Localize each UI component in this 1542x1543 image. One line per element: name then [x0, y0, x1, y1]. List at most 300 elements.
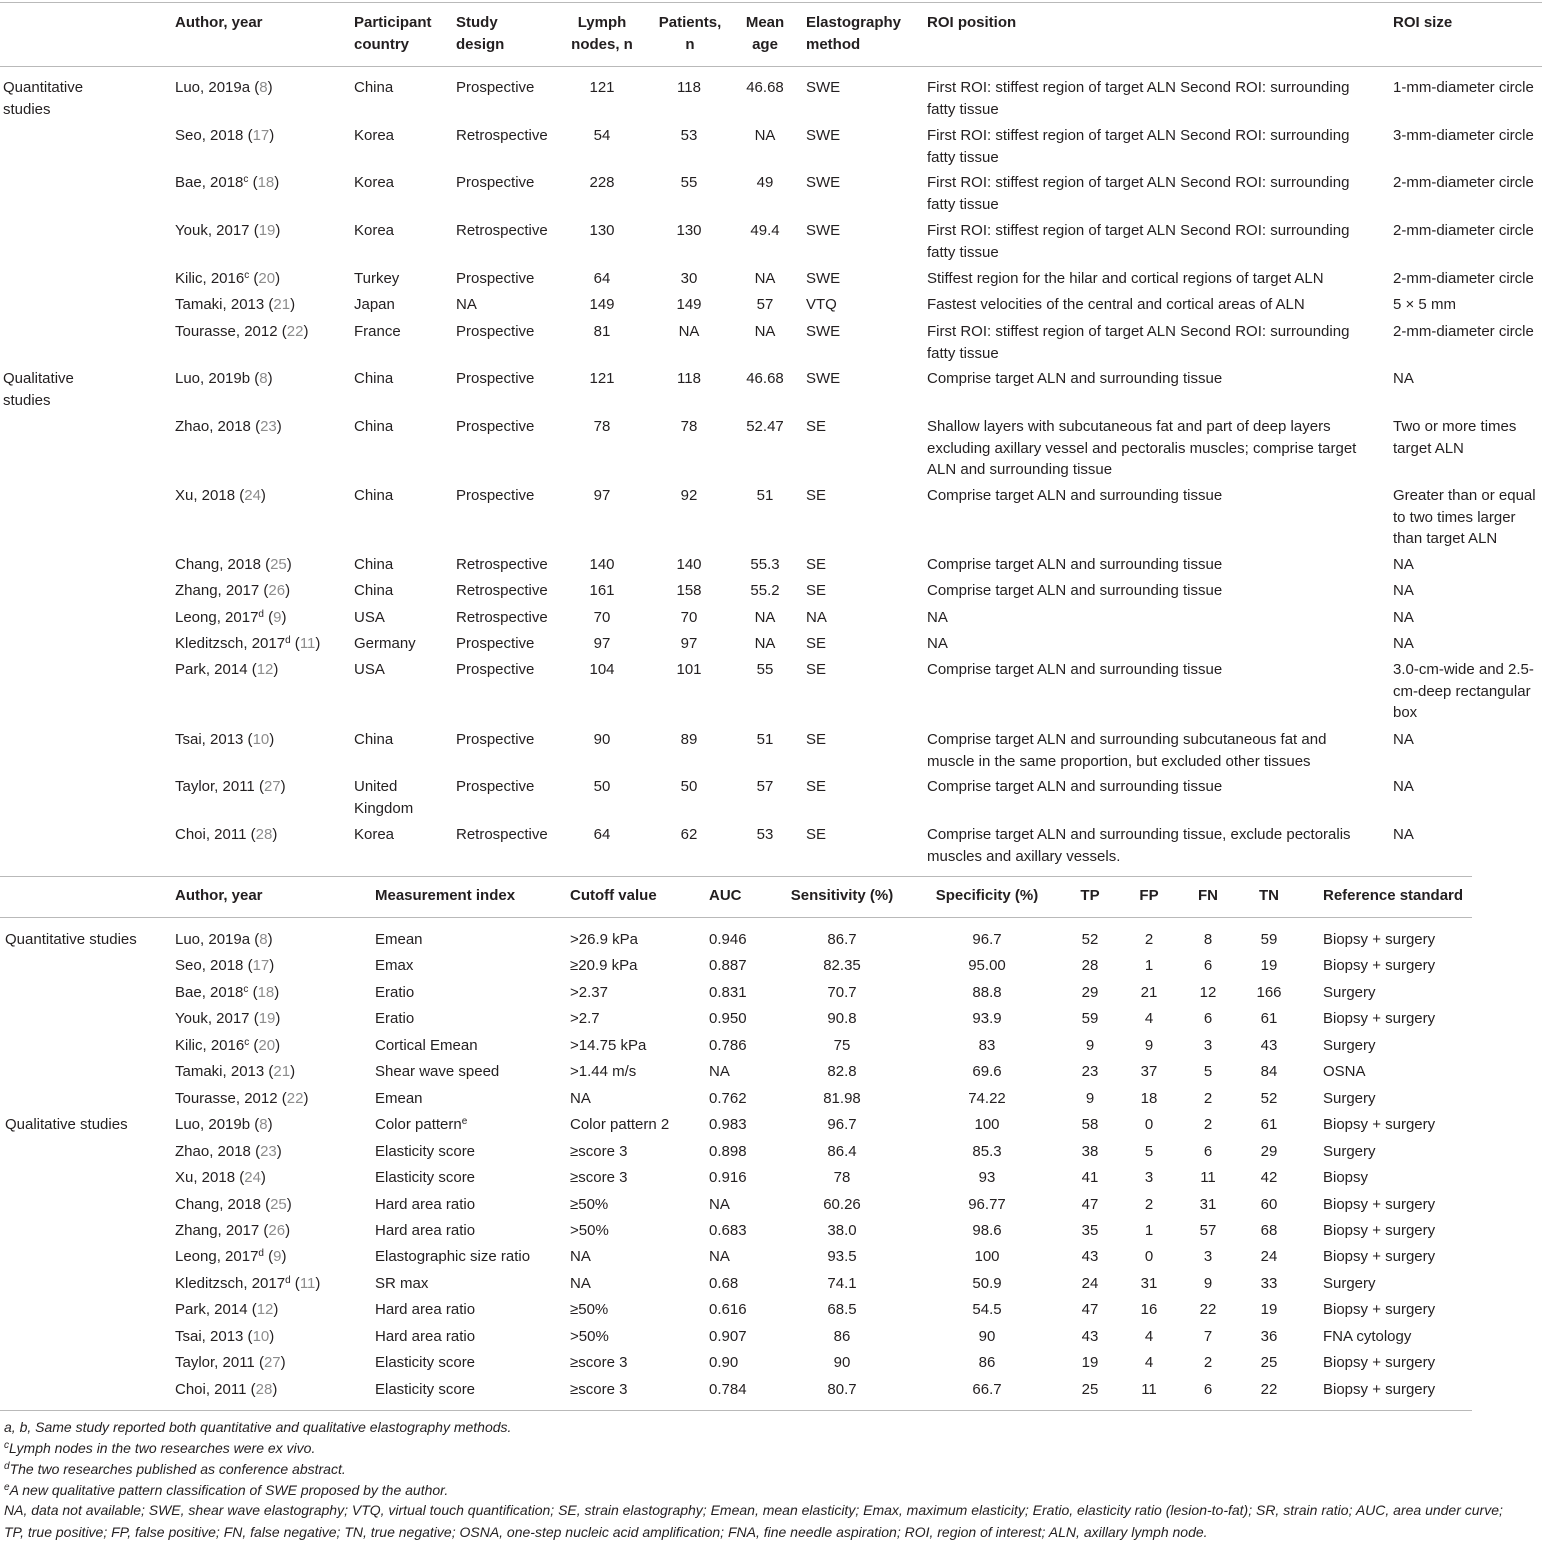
specificity-cell: 100 — [974, 1116, 1000, 1134]
tn-cell: 33 — [1260, 1274, 1278, 1292]
age-cell: 57 — [756, 296, 774, 313]
col-roi-position: ROI position — [927, 14, 1017, 31]
citation-link[interactable]: 27 — [263, 778, 281, 795]
country-cell: United Kingdom — [354, 778, 414, 817]
table1-bottom-rule — [0, 876, 1472, 877]
cutoff-cell: >50% — [570, 1327, 609, 1345]
method-cell: SWE — [806, 174, 841, 191]
citation-link[interactable]: 20 — [258, 270, 276, 287]
age-cell: 46.68 — [746, 79, 784, 96]
tp-cell: 29 — [1081, 983, 1099, 1001]
roi-size-cell: NA — [1393, 826, 1414, 843]
footnote-marker: c — [243, 174, 249, 185]
nodes-cell: 97 — [593, 635, 611, 652]
fn-cell: 12 — [1199, 983, 1217, 1001]
measurement-index-cell: Hard area ratio — [375, 1221, 476, 1239]
citation-link[interactable]: 18 — [257, 174, 275, 191]
table1-top-rule — [0, 2, 1542, 3]
roi-size-cell: Two or more times target ALN — [1393, 418, 1517, 457]
author-name: Park, 2014 — [175, 1301, 248, 1319]
footnote-marker: d — [4, 1461, 10, 1472]
study-author: Bae, 2018$^c$ (18) — [175, 174, 280, 191]
measurement-index-cell: Emean — [375, 1089, 423, 1107]
fp-cell: 5 — [1144, 1142, 1154, 1160]
method-cell: SE — [806, 778, 827, 795]
fn-cell: 6 — [1203, 1380, 1213, 1398]
patients-cell: 92 — [680, 487, 698, 504]
footnote-marker: c — [244, 1036, 250, 1048]
study-author: Luo, 2019a (8) — [175, 931, 273, 948]
footnote — [4, 1500, 1504, 1543]
fn-cell: 31 — [1199, 1195, 1217, 1213]
method-cell: SWE — [806, 270, 841, 287]
patients-cell: 158 — [676, 582, 702, 599]
method-cell: SE — [806, 661, 827, 678]
specificity-cell: 74.22 — [968, 1089, 1006, 1107]
auc-cell: 0.898 — [709, 1142, 747, 1160]
patients-cell: 97 — [680, 635, 698, 652]
age-cell: NA — [754, 323, 776, 340]
specificity-cell: 54.5 — [972, 1301, 1002, 1319]
sensitivity-cell: 90 — [833, 1354, 851, 1372]
measurement-index-cell: Elasticity score — [375, 1169, 476, 1187]
study-author: Tourasse, 2012 (22) — [175, 323, 309, 340]
study-author: Tsai, 2013 (10) — [175, 1327, 275, 1345]
tp-cell: 24 — [1081, 1274, 1099, 1292]
fn-cell: 3 — [1203, 1248, 1213, 1266]
author-name: Tsai, 2013 — [175, 1327, 244, 1345]
citation-link[interactable]: 17 — [252, 127, 270, 144]
measurement-index-cell: Shear wave speed — [375, 1063, 500, 1081]
specificity-cell: 98.6 — [972, 1221, 1002, 1239]
fn-cell: 57 — [1199, 1221, 1217, 1239]
author-name: Youk, 2017 — [175, 1010, 250, 1028]
measurement-index-cell: Hard area ratio — [375, 1301, 476, 1319]
fn-cell: 2 — [1203, 1116, 1213, 1134]
tp-cell: 9 — [1085, 1089, 1095, 1107]
roi-size-cell: Greater than or equal to two times larger than target ALN — [1393, 487, 1536, 547]
country-cell: USA — [354, 609, 385, 626]
roi-size-cell: 1-mm-diameter circle — [1393, 79, 1534, 96]
roi-position-cell: Comprise target ALN and surrounding tissue — [927, 778, 1223, 795]
measurement-index-cell: Emean — [375, 931, 423, 948]
citation-link[interactable]: 12 — [256, 661, 274, 678]
citation-link[interactable]: 8 — [259, 1116, 268, 1134]
reference-cell: Biopsy + surgery — [1323, 1301, 1436, 1319]
citation-link[interactable]: 19 — [258, 222, 276, 239]
fp-cell: 1 — [1144, 1221, 1154, 1239]
sensitivity-cell: 86.4 — [827, 1142, 857, 1160]
study-author: Luo, 2019a (8) — [175, 79, 273, 96]
nodes-cell: 50 — [593, 778, 611, 795]
citation-link[interactable]: 22 — [286, 1089, 304, 1107]
measurement-index-cell: Elasticity score — [375, 1380, 476, 1398]
study-author: Tourasse, 2012 (22) — [175, 1089, 309, 1107]
tn-cell: 166 — [1256, 983, 1282, 1001]
auc-cell: 0.831 — [709, 983, 747, 1001]
reference-cell: Biopsy + surgery — [1323, 1380, 1436, 1398]
auc-cell: 0.916 — [709, 1169, 747, 1187]
design-cell: NA — [456, 296, 477, 313]
author-name: Luo, 2019a — [175, 79, 251, 96]
method-cell: NA — [806, 609, 827, 626]
nodes-cell: 90 — [593, 731, 611, 748]
specificity-cell: 83 — [978, 1036, 996, 1054]
reference-cell: Surgery — [1323, 1142, 1376, 1160]
citation-link[interactable]: 10 — [252, 731, 270, 748]
cutoff-cell: ≥50% — [570, 1301, 609, 1319]
col-author: Author, year — [175, 14, 263, 31]
fn-cell: 6 — [1203, 1142, 1213, 1160]
fp-cell: 0 — [1144, 1116, 1154, 1134]
nodes-cell: 81 — [593, 323, 611, 340]
country-cell: China — [354, 731, 394, 748]
nodes-cell: 121 — [589, 79, 615, 96]
roi-position-cell: First ROI: stiffest region of target ALN Second ROI: surrounding fatty tissue — [927, 323, 1350, 362]
auc-cell: 0.784 — [709, 1380, 747, 1398]
tn-cell: 29 — [1260, 1142, 1278, 1160]
tn-cell: 68 — [1260, 1221, 1278, 1239]
nodes-cell: 228 — [589, 174, 615, 191]
tp-cell: 35 — [1081, 1221, 1099, 1239]
nodes-cell: 104 — [589, 661, 615, 678]
age-cell: 51 — [756, 487, 774, 504]
country-cell: China — [354, 487, 394, 504]
tp-cell: 43 — [1081, 1248, 1099, 1266]
study-author: Park, 2014 (12) — [175, 661, 279, 678]
col-cutoff: Cutoff value — [570, 887, 657, 904]
fn-cell: 2 — [1203, 1354, 1213, 1372]
study-author: Park, 2014 (12) — [175, 1301, 279, 1319]
tn-cell: 61 — [1260, 1010, 1278, 1028]
citation-link[interactable]: 8 — [259, 931, 268, 948]
footnote-text: The two researches published as conference abstract. — [9, 1461, 346, 1477]
study-author: Luo, 2019b (8) — [175, 1116, 273, 1134]
author-name: Chang, 2018 — [175, 556, 261, 573]
cutoff-cell: ≥20.9 kPa — [570, 957, 638, 975]
study-author: Tamaki, 2013 (21) — [175, 296, 296, 313]
auc-cell: 0.950 — [709, 1010, 747, 1028]
fn-cell: 6 — [1203, 1010, 1213, 1028]
author-name: Xu, 2018 — [175, 487, 236, 504]
study-author: Kleditzsch, 2017$^d$ (11) — [175, 635, 321, 652]
design-cell: Retrospective — [456, 222, 548, 239]
tp-cell: 28 — [1081, 957, 1099, 975]
auc-cell: NA — [709, 1195, 730, 1213]
author-name: Youk, 2017 — [175, 222, 250, 239]
country-cell: Korea — [354, 174, 395, 191]
roi-position-cell: Fastest velocities of the central and cortical areas of ALN — [927, 296, 1305, 313]
method-cell: SE — [806, 731, 827, 748]
patients-cell: 149 — [676, 296, 702, 313]
tn-cell: 19 — [1260, 1301, 1278, 1319]
tn-cell: 60 — [1260, 1195, 1278, 1213]
roi-position-cell: First ROI: stiffest region of target ALN Second ROI: surrounding fatty tissue — [927, 222, 1350, 261]
tp-cell: 23 — [1081, 1063, 1099, 1081]
sensitivity-cell: 96.7 — [827, 1116, 857, 1134]
fp-cell: 0 — [1144, 1248, 1154, 1266]
fp-cell: 31 — [1140, 1274, 1158, 1292]
auc-cell: 0.946 — [709, 931, 747, 948]
reference-cell: Surgery — [1323, 1274, 1376, 1292]
age-cell: 52.47 — [746, 418, 784, 435]
reference-cell: Biopsy + surgery — [1323, 931, 1436, 948]
citation-link[interactable]: 24 — [244, 1169, 261, 1187]
cutoff-cell: ≥score 3 — [570, 1169, 628, 1187]
method-cell: SWE — [806, 222, 841, 239]
study-author: Zhang, 2017 (26) — [175, 582, 291, 599]
col-reference: Reference standard — [1323, 887, 1464, 904]
study-author: Zhao, 2018 (23) — [175, 418, 282, 435]
table1-header-rule — [0, 66, 1542, 67]
auc-cell: 0.786 — [709, 1036, 747, 1054]
author-name: Kilic, 2016 — [175, 1036, 245, 1054]
group-label-quantitative: Quantitative studies — [5, 931, 137, 948]
country-cell: Germany — [354, 635, 416, 652]
measurement-index-cell: Hard area ratio — [375, 1327, 476, 1345]
sensitivity-cell: 38.0 — [827, 1221, 857, 1239]
method-cell: SE — [806, 418, 827, 435]
citation-link[interactable]: 25 — [270, 556, 287, 573]
citation-link[interactable]: 8 — [259, 370, 268, 387]
patients-cell: NA — [678, 323, 700, 340]
nodes-cell: 78 — [593, 418, 611, 435]
roi-position-cell: Comprise target ALN and surrounding tissue — [927, 487, 1223, 504]
citation-link[interactable]: 12 — [256, 1301, 274, 1319]
fn-cell: 9 — [1203, 1274, 1213, 1292]
study-author: Zhao, 2018 (23) — [175, 1142, 282, 1160]
study-author: Bae, 2018$^c$ (18) — [175, 983, 280, 1001]
citation-link[interactable]: 23 — [260, 418, 277, 435]
author-name: Choi, 2011 — [175, 1380, 247, 1398]
sensitivity-cell: 75 — [833, 1036, 851, 1054]
nodes-cell: 161 — [589, 582, 615, 599]
citation-link[interactable]: 9 — [273, 1248, 282, 1266]
author-name: Taylor, 2011 — [175, 1354, 255, 1372]
sensitivity-cell: 74.1 — [827, 1274, 857, 1292]
col-auc: AUC — [709, 887, 742, 904]
specificity-cell: 93 — [978, 1169, 996, 1187]
study-author: Taylor, 2011 (27) — [175, 778, 286, 795]
citation-link[interactable]: 17 — [252, 957, 270, 975]
reference-cell: Biopsy + surgery — [1323, 1354, 1436, 1372]
footnote-marker: c — [244, 270, 250, 281]
footnote-marker: c — [243, 983, 249, 995]
study-author: Chang, 2018 (25) — [175, 1195, 292, 1213]
age-cell: NA — [754, 635, 776, 652]
footnote-text: a, b, Same study reported both quantitative and qualitative elastography methods. — [4, 1419, 512, 1435]
author-name: Choi, 2011 — [175, 826, 247, 843]
country-cell: China — [354, 556, 394, 573]
tn-cell: 61 — [1260, 1116, 1278, 1134]
citation-link[interactable]: 18 — [257, 983, 275, 1001]
tp-cell: 9 — [1085, 1036, 1095, 1054]
citation-link[interactable]: 21 — [273, 1063, 291, 1081]
cutoff-cell: NA — [570, 1274, 591, 1292]
footnote — [4, 1438, 315, 1460]
roi-position-cell: NA — [927, 635, 948, 652]
tn-cell: 59 — [1260, 931, 1278, 948]
measurement-index-cell: Elastographic size ratio — [375, 1248, 531, 1266]
fp-cell: 3 — [1144, 1169, 1154, 1187]
cutoff-cell: ≥50% — [570, 1195, 609, 1213]
country-cell: Turkey — [354, 270, 400, 287]
reference-cell: Biopsy — [1323, 1169, 1369, 1187]
nodes-cell: 54 — [593, 127, 611, 144]
sensitivity-cell: 90.8 — [827, 1010, 857, 1028]
group-label-quantitative: Quantitative studies — [3, 79, 84, 118]
citation-link[interactable]: 28 — [255, 826, 273, 843]
author-name: Bae, 2018 — [175, 174, 244, 191]
roi-position-cell: Comprise target ALN and surrounding tissue, exclude pectoralis muscles and axillary vessels. — [927, 826, 1351, 865]
study-author: Choi, 2011 (28) — [175, 1380, 278, 1398]
author-name: Kleditzsch, 2017 — [175, 1274, 286, 1292]
sensitivity-cell: 68.5 — [827, 1301, 857, 1319]
auc-cell: 0.887 — [709, 957, 747, 975]
tn-cell: 19 — [1260, 957, 1278, 975]
study-author: Kleditzsch, 2017$^d$ (11) — [175, 1274, 321, 1292]
age-cell: 53 — [756, 826, 774, 843]
tn-cell: 43 — [1260, 1036, 1278, 1054]
nodes-cell: 140 — [589, 556, 615, 573]
sensitivity-cell: 82.35 — [823, 957, 861, 975]
study-author: Xu, 2018 (24) — [175, 487, 266, 504]
group-label-qualitative: Qualitative studies — [5, 1116, 128, 1133]
cutoff-cell: ≥score 3 — [570, 1380, 628, 1398]
country-cell: China — [354, 582, 394, 599]
citation-link[interactable]: 26 — [268, 582, 286, 599]
fp-cell: 9 — [1144, 1036, 1154, 1054]
nodes-cell: 121 — [589, 370, 615, 387]
author-name: Xu, 2018 — [175, 1169, 236, 1187]
author-name: Taylor, 2011 — [175, 778, 255, 795]
nodes-cell: 64 — [593, 826, 611, 843]
patients-cell: 140 — [676, 556, 702, 573]
citation-link[interactable]: 25 — [270, 1195, 287, 1213]
citation-link[interactable]: 19 — [258, 1010, 276, 1028]
measurement-index-cell: Emax — [375, 957, 414, 975]
cutoff-cell: NA — [570, 1089, 591, 1107]
roi-size-cell: NA — [1393, 635, 1414, 652]
age-cell: 46.68 — [746, 370, 784, 387]
col-measurement-index: Measurement index — [375, 887, 516, 904]
col-specificity: Specificity (%) — [935, 887, 1039, 904]
study-author: Luo, 2019b (8) — [175, 370, 273, 387]
auc-cell: 0.68 — [709, 1274, 739, 1292]
reference-cell: Surgery — [1323, 1036, 1376, 1054]
citation-link[interactable]: 8 — [259, 79, 268, 96]
fn-cell: 3 — [1203, 1036, 1213, 1054]
col-author: Author, year — [175, 887, 263, 904]
roi-size-cell: 2-mm-diameter circle — [1393, 174, 1534, 191]
roi-position-cell: NA — [927, 609, 948, 626]
citation-link[interactable]: 20 — [258, 1036, 276, 1054]
col-fn: FN — [1198, 887, 1218, 904]
study-author: Seo, 2018 (17) — [175, 127, 275, 144]
roi-size-cell: NA — [1393, 731, 1414, 748]
tp-cell: 25 — [1081, 1380, 1099, 1398]
citation-link[interactable]: 27 — [263, 1354, 281, 1372]
col-patients: Patients, n — [658, 14, 722, 53]
footnote-text: A new qualitative pattern classification of SWE proposed by the author. — [9, 1482, 449, 1498]
citation-link[interactable]: 9 — [273, 609, 282, 626]
cutoff-cell: ≥score 3 — [570, 1354, 628, 1372]
study-author: Xu, 2018 (24) — [175, 1169, 266, 1187]
citation-link[interactable]: 24 — [244, 487, 261, 504]
age-cell: 55.3 — [750, 556, 780, 573]
roi-size-cell: 5 × 5 mm — [1393, 296, 1456, 313]
cutoff-cell: NA — [570, 1248, 591, 1266]
study-author: Leong, 2017$^d$ (9) — [175, 609, 287, 626]
author-name: Zhao, 2018 — [175, 418, 251, 435]
tp-cell: 58 — [1081, 1116, 1099, 1134]
study-author: Taylor, 2011 (27) — [175, 1354, 286, 1372]
roi-size-cell: 2-mm-diameter circle — [1393, 222, 1534, 239]
nodes-cell: 130 — [589, 222, 615, 239]
roi-position-cell: Shallow layers with subcutaneous fat and part of deep layers excluding axillary vessel and pectoralis muscles; comprise target ALN and surrounding tissue — [927, 418, 1357, 478]
footnote-marker: d — [258, 1248, 264, 1260]
auc-cell: 0.616 — [709, 1301, 747, 1319]
roi-position-cell: First ROI: stiffest region of target ALN Second ROI: surrounding fatty tissue — [927, 79, 1350, 118]
citation-link[interactable]: 28 — [255, 1380, 273, 1398]
nodes-cell: 70 — [593, 609, 611, 626]
citation-link[interactable]: 11 — [299, 635, 316, 652]
cutoff-cell: >50% — [570, 1221, 609, 1239]
sensitivity-cell: 80.7 — [827, 1380, 857, 1398]
roi-size-cell: NA — [1393, 778, 1414, 795]
design-cell: Prospective — [456, 174, 535, 191]
author-name: Leong, 2017 — [175, 609, 259, 626]
country-cell: Japan — [354, 296, 395, 313]
study-author: Zhang, 2017 (26) — [175, 1221, 291, 1239]
author-name: Chang, 2018 — [175, 1195, 261, 1213]
auc-cell: 0.90 — [709, 1354, 739, 1372]
design-cell: Retrospective — [456, 556, 548, 573]
reference-cell: Biopsy + surgery — [1323, 1248, 1436, 1266]
country-cell: China — [354, 79, 394, 96]
age-cell: 55 — [756, 661, 774, 678]
citation-link[interactable]: 22 — [286, 323, 304, 340]
footnote-marker: d — [285, 635, 291, 646]
footnote-marker: d — [285, 1274, 291, 1286]
design-cell: Prospective — [456, 635, 535, 652]
study-author: Seo, 2018 (17) — [175, 957, 275, 975]
method-cell: SWE — [806, 79, 841, 96]
study-author: Kilic, 2016$^c$ (20) — [175, 1036, 281, 1054]
citation-link[interactable]: 21 — [273, 296, 291, 313]
design-cell: Prospective — [456, 79, 535, 96]
citation-link[interactable]: 26 — [268, 1221, 286, 1239]
footnote — [4, 1480, 448, 1502]
citation-link[interactable]: 23 — [260, 1142, 277, 1160]
age-cell: NA — [754, 127, 776, 144]
reference-cell: Biopsy + surgery — [1323, 1195, 1436, 1213]
fp-cell: 4 — [1144, 1354, 1154, 1372]
roi-size-cell: 2-mm-diameter circle — [1393, 270, 1534, 287]
country-cell: Korea — [354, 222, 395, 239]
citation-link[interactable]: 10 — [252, 1327, 270, 1345]
fn-cell: 11 — [1200, 1169, 1216, 1187]
fp-cell: 4 — [1144, 1327, 1154, 1345]
country-cell: France — [354, 323, 401, 340]
auc-cell: 0.762 — [709, 1089, 747, 1107]
reference-cell: Surgery — [1323, 983, 1376, 1001]
author-name: Zhang, 2017 — [175, 1221, 260, 1239]
fp-cell: 11 — [1141, 1380, 1157, 1398]
tn-cell: 22 — [1260, 1380, 1278, 1398]
citation-link[interactable]: 11 — [299, 1274, 316, 1292]
fn-cell: 2 — [1203, 1089, 1213, 1107]
